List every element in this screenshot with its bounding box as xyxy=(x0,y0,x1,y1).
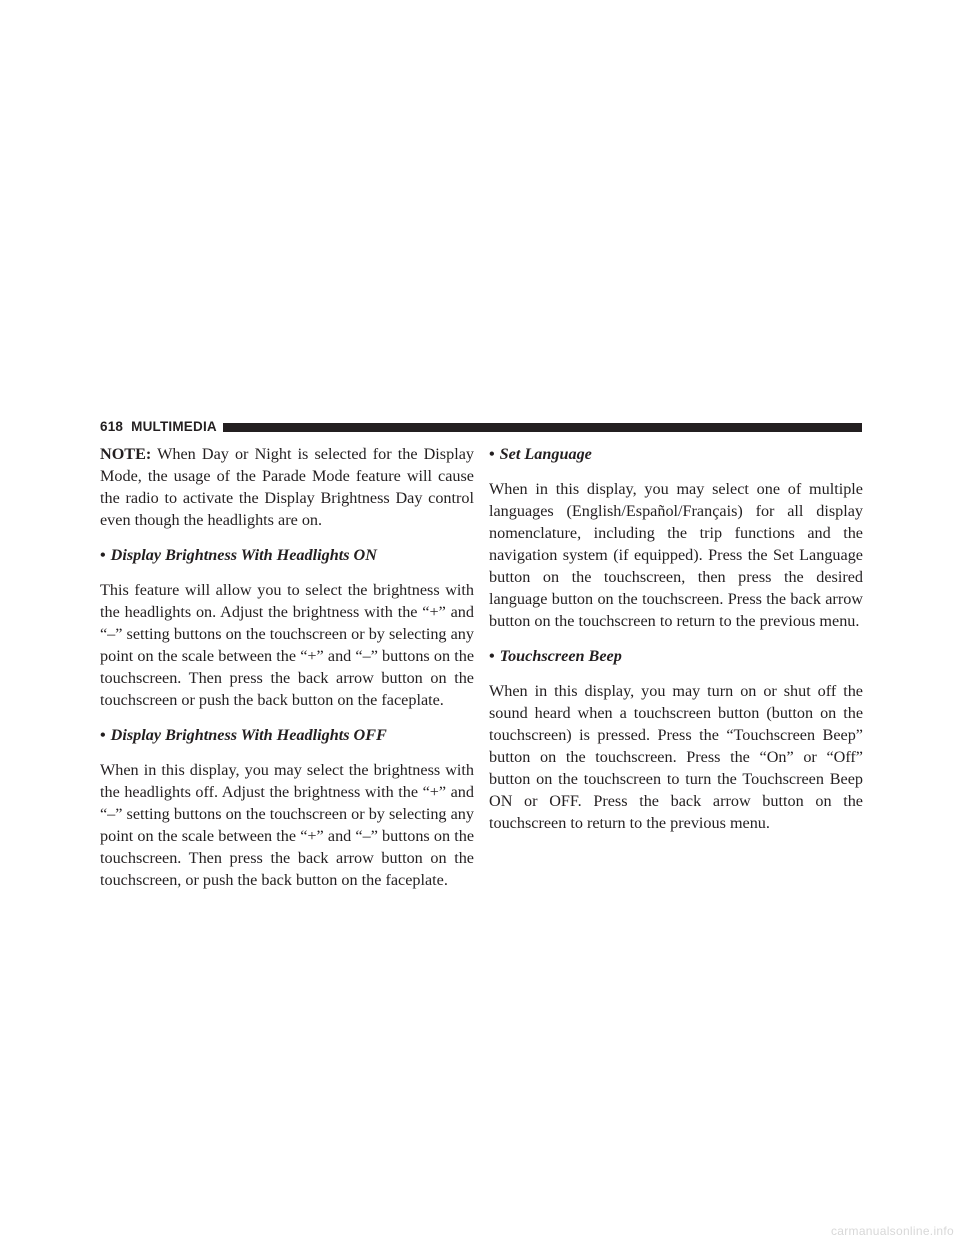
paragraph-touchscreen-beep: When in this display, you may turn on or shut off the sound heard when a touchscreen button (button on the touchscreen) is pressed. Press the “Touchscreen Beep” button on the touchscreen. Press the “On” or “Off” button on the touchscreen to turn the Touchscreen Beep ON or OFF. Press the back arrow button on the touchscreen to return to the previous menu. xyxy=(489,682,863,832)
page-number: 618 xyxy=(100,419,124,434)
header-rule xyxy=(223,423,862,432)
bullet-display-brightness-on xyxy=(100,544,474,566)
bullet-title: Display Brightness With Headlights OFF xyxy=(110,726,387,744)
paragraph-display-brightness-on: This feature will allow you to select the brightness with the headlights on. Adjust the brightness with the “+” and “–” setting buttons on the touchscreen or by selecting any point on the scale between the “+” and “–” buttons on the touchscreen. Then press the back arrow button on the touchscreen or push the back button on the faceplate. xyxy=(100,581,474,709)
bullet-set-language xyxy=(489,443,863,465)
page-header xyxy=(100,418,862,436)
watermark-text: carmanualsonline.info xyxy=(830,1224,954,1238)
bullet-title: Touchscreen Beep xyxy=(499,647,622,665)
bullet-icon: • xyxy=(100,726,106,744)
bullet-touchscreen-beep xyxy=(489,645,863,667)
bullet-icon: • xyxy=(489,445,495,463)
left-column xyxy=(100,443,474,904)
right-column xyxy=(489,443,863,847)
paragraph-set-language: When in this display, you may select one of multiple languages (English/Español/Français) for all display nomenclature, including the trip functions and the navigation system (if equipped). Press the Set Language button on the touchscreen, then press the desired language button on the touchscreen. Press the back arrow button on the touchscreen to return to the previous menu. xyxy=(489,480,863,630)
bullet-display-brightness-off xyxy=(100,724,474,746)
bullet-title: Display Brightness With Headlights ON xyxy=(110,546,377,564)
bullet-title: Set Language xyxy=(499,445,592,463)
note-label: NOTE: xyxy=(100,445,152,463)
note-paragraph xyxy=(100,443,474,531)
bullet-icon: • xyxy=(100,546,106,564)
note-text: When Day or Night is selected for the Display Mode, the usage of the Parade Mode feature will cause the radio to activate the Display Brightness Day control even though the headlights are on. xyxy=(100,445,474,529)
bullet-icon: • xyxy=(489,647,495,665)
section-title: MULTIMEDIA xyxy=(131,419,217,434)
paragraph-display-brightness-off: When in this display, you may select the brightness with the headlights off. Adjust the brightness with the “+” and “–” setting buttons on the touchscreen or by selecting any point on the scale between the “+” and “–” buttons on the touchscreen. Then press the back arrow button on the touchscreen, or push the back button on the faceplate. xyxy=(100,761,474,889)
